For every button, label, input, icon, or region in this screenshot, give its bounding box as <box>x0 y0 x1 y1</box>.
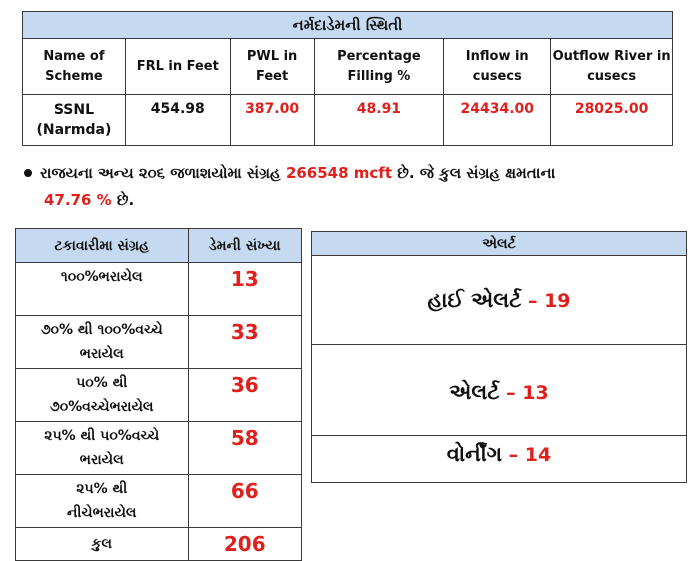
storage-note-text-middle: છે. જે કુલ સંગ્રહ ક્ષમતાના <box>392 164 556 182</box>
alert-row-high <box>312 256 687 345</box>
alert-cell <box>312 345 687 436</box>
separator: – <box>502 444 525 466</box>
header-percentage: Percentage Filling % <box>314 39 444 95</box>
dam-count: 36 <box>188 369 302 422</box>
warning-label: વોર્નીંગ <box>446 442 503 466</box>
table-row <box>16 316 302 369</box>
dam-status-title: નર્મદાડેમની સ્થિતી <box>23 12 673 39</box>
storage-note-text: રાજયના અન્ય ૨૦૬ જળાશયોમા સંગ્રહ <box>40 164 286 182</box>
dam-count: 58 <box>188 422 302 475</box>
dam-status-table <box>22 11 673 146</box>
capacity-value: 47.76 % <box>44 191 112 209</box>
value-inflow: 24434.00 <box>444 95 551 146</box>
table-row <box>16 369 302 422</box>
header-inflow: Inflow in cusecs <box>444 39 551 95</box>
table-row <box>16 263 302 316</box>
dam-count: 33 <box>188 316 302 369</box>
header-outflow: Outflow River in cusecs <box>551 39 673 95</box>
value-percentage: 48.91 <box>314 95 444 146</box>
storage-value: 266548 mcft <box>285 164 392 182</box>
category-label: ૫૦% થી ૭૦%વચ્ચેભરાયેલ <box>16 369 189 422</box>
dam-status-value-row <box>23 95 673 146</box>
storage-note-line-1 <box>22 160 682 187</box>
warning-count: 14 <box>524 444 552 466</box>
header-frl: FRL in Feet <box>125 39 230 95</box>
alert-row-warning <box>312 436 687 483</box>
dam-count: 66 <box>188 475 302 528</box>
category-label: ૨૫% થી ૫૦%વચ્ચે ભરાયેલ <box>16 422 189 475</box>
category-label: ૭૦% થી ૧૦૦%વચ્ચે ભરાયેલ <box>16 316 189 369</box>
separator: – <box>499 381 523 404</box>
header-dam-count: ડેમની સંખ્યા <box>188 229 302 263</box>
total-row <box>16 528 302 561</box>
dam-status-title-row <box>23 12 673 39</box>
header-pwl: PWL in Feet <box>230 39 314 95</box>
alert-count: 13 <box>522 381 549 404</box>
value-frl: 454.98 <box>125 95 230 146</box>
alert-table <box>311 231 687 483</box>
high-alert-label: હાઈ એલર્ટ <box>427 287 522 312</box>
storage-note <box>22 160 682 214</box>
table-row <box>16 422 302 475</box>
separator: – <box>521 289 545 312</box>
value-outflow: 28025.00 <box>551 95 673 146</box>
category-label: ૨૫% થી નીચેભરાયેલ <box>16 475 189 528</box>
dam-status-header-row <box>23 39 673 95</box>
value-pwl: 387.00 <box>230 95 314 146</box>
alert-header: એલર્ટ <box>312 232 687 256</box>
alert-header-row <box>312 232 687 256</box>
storage-note-text-after: છે. <box>111 191 135 209</box>
warning-cell <box>312 436 687 483</box>
bullet-dot-icon <box>24 169 32 177</box>
header-category: ટકાવારીમા સંગ્રહ <box>16 229 189 263</box>
header-scheme: Name of Scheme <box>23 39 126 95</box>
category-label: ૧૦૦%ભરાયેલ <box>16 263 189 316</box>
alert-label: એલર્ટ <box>449 379 500 404</box>
high-alert-count: 19 <box>544 289 571 312</box>
storage-note-line-2 <box>22 187 682 214</box>
total-label: કુલ <box>16 528 189 561</box>
percentage-header-row <box>16 229 302 263</box>
table-row <box>16 475 302 528</box>
high-alert-cell <box>312 256 687 345</box>
value-scheme: SSNL (Narmda) <box>23 95 126 146</box>
percentage-storage-table <box>15 228 302 561</box>
total-count: 206 <box>188 528 302 561</box>
alert-row-alert <box>312 345 687 436</box>
dam-count: 13 <box>188 263 302 316</box>
